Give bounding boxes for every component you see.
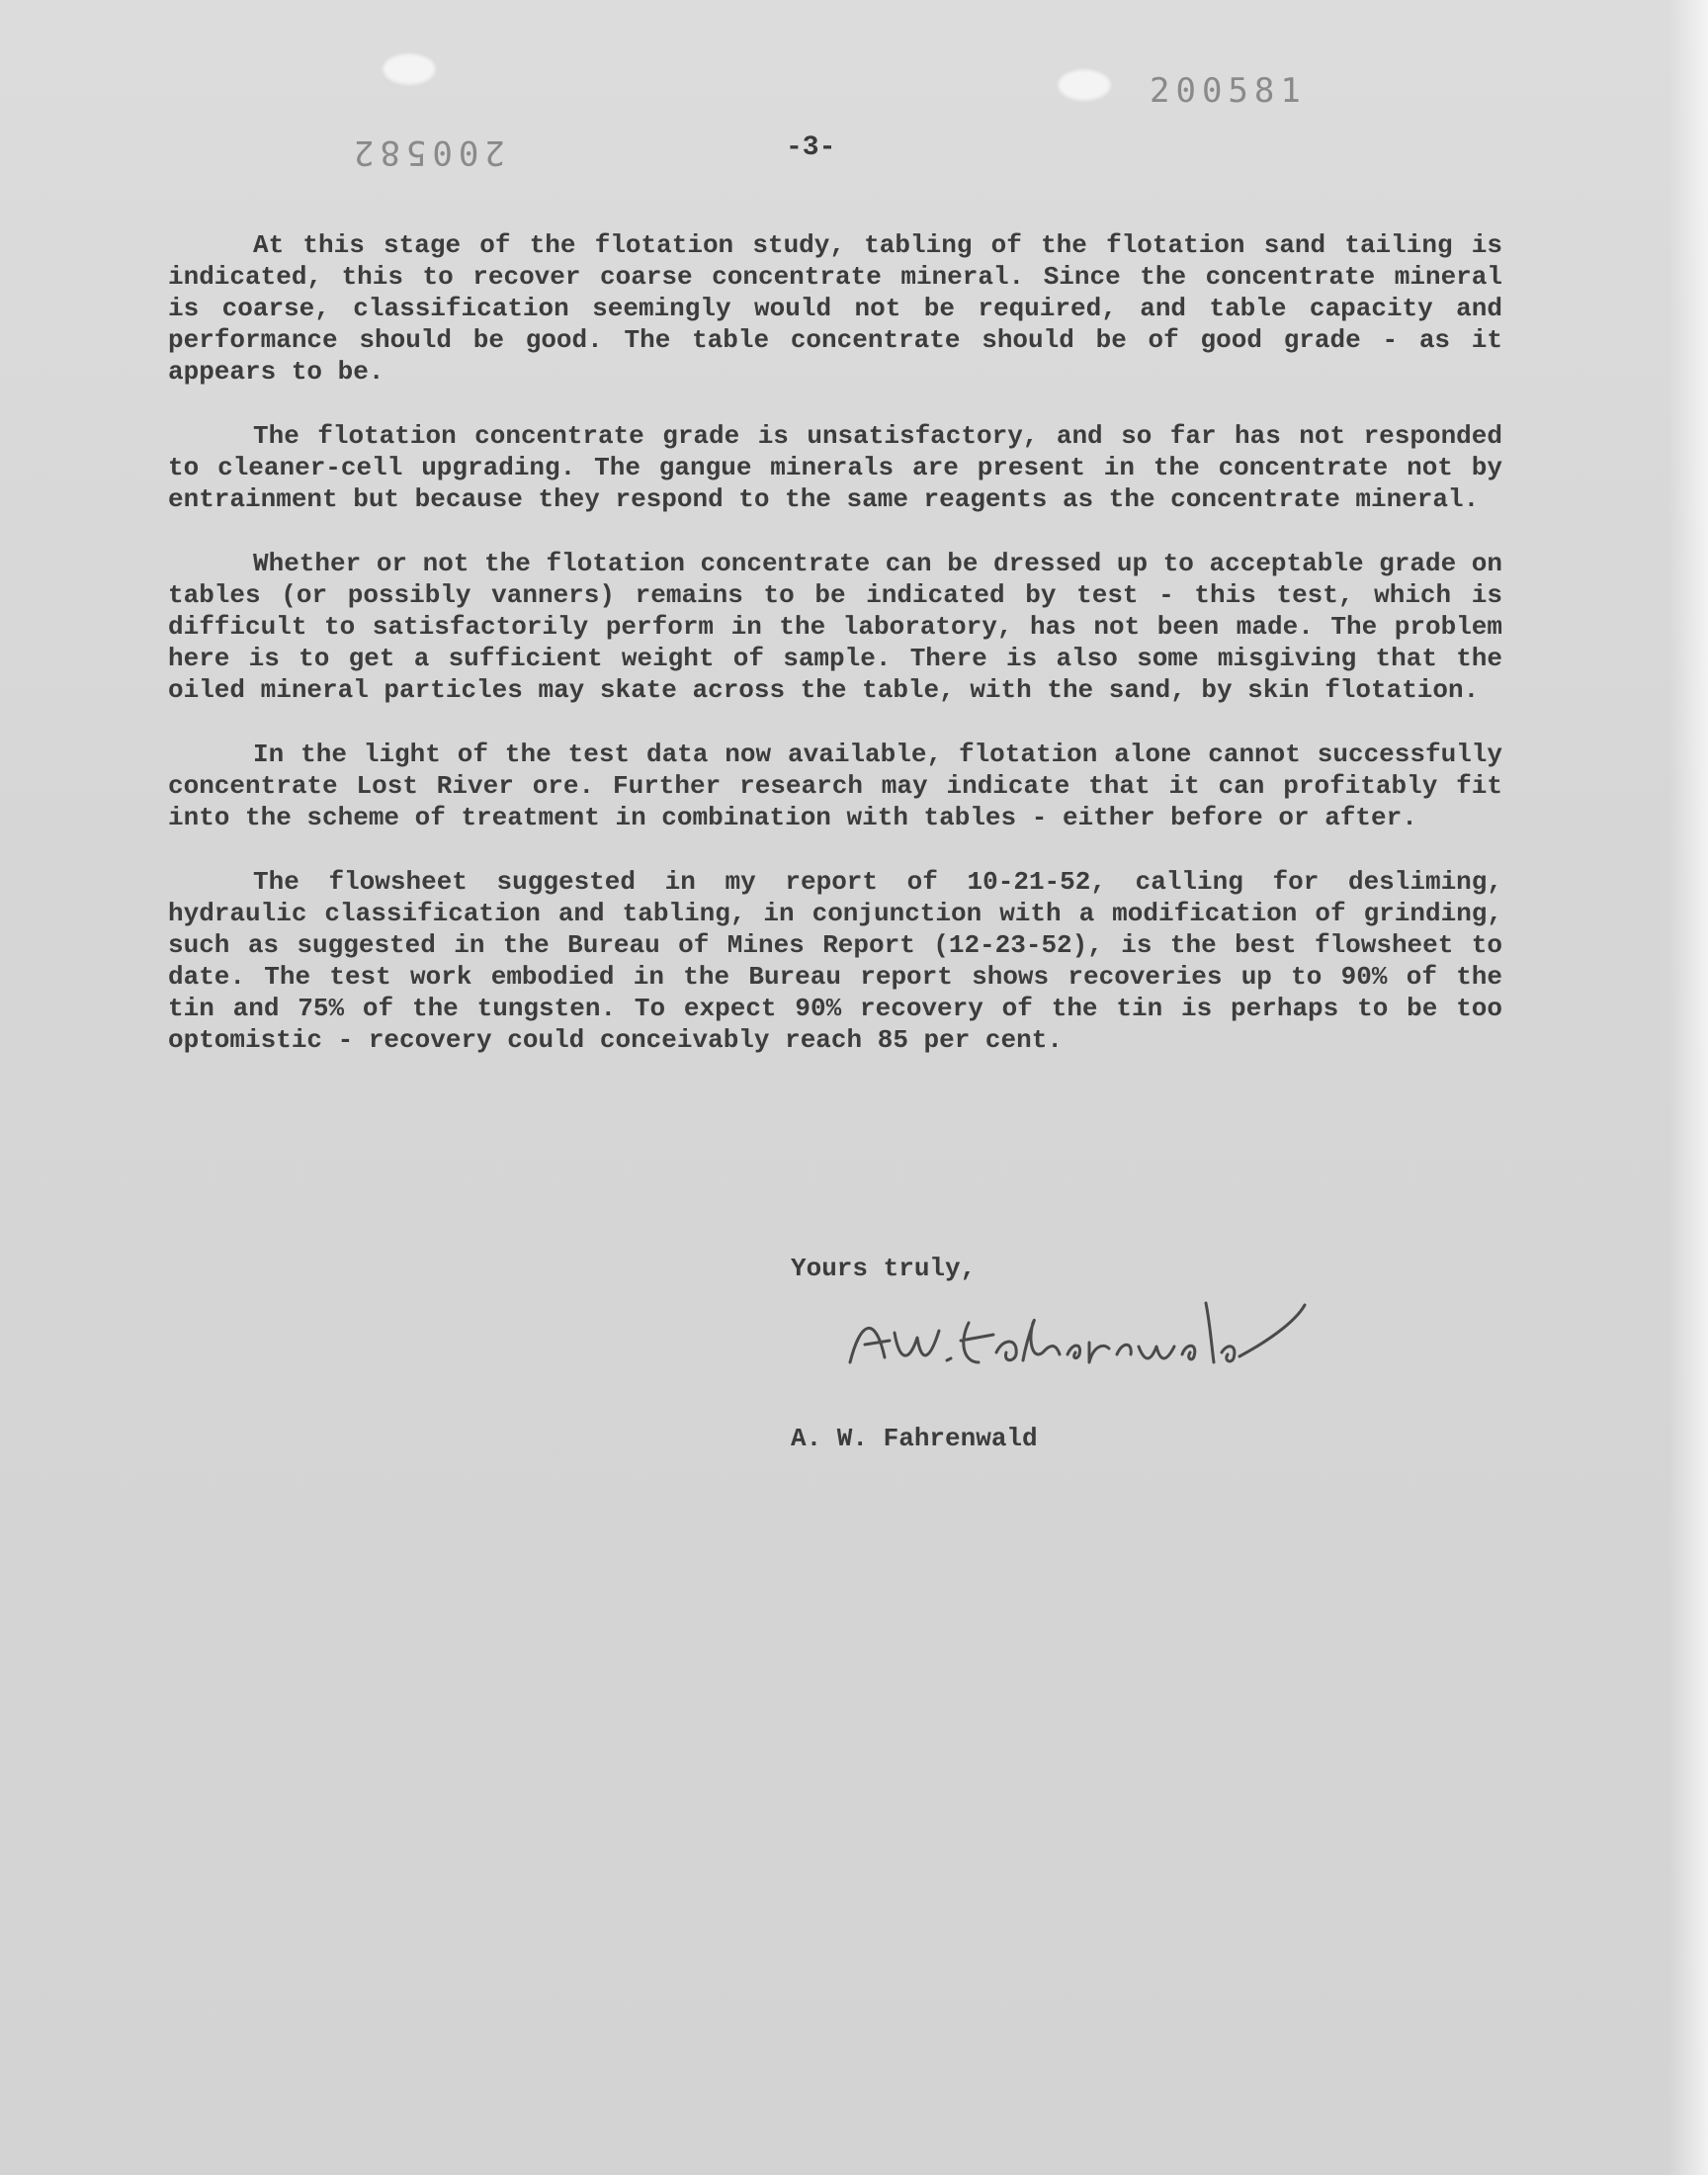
paragraph: Whether or not the flotation concentrate can be dressed up to acceptable grade on tables (or possibly vanners) remains to be indicated by test - this test, which is difficult to satisfactorily perform in the laboratory, has not been made. The problem here is to get a sufficient weight of sample. There is also some misgiving that the oiled mineral particles may skate across the table, with the sand, by skin flotation. (168, 549, 1502, 705)
paragraph: At this stage of the flotation study, tabling of the flotation sand tailing is indicated, this to recover coarse concentrate mineral. Since the concentrate mineral is coarse, classification seemingly would not be required, and table capacity and performance should be good. The table concentrate should be of good grade - as it appears to be. (168, 230, 1502, 387)
paragraph: The flowsheet suggested in my report of 10-21-52, calling for desliming, hydraulic classification and tabling, in conjunction with a modification of grinding, such as suggested in the Bureau of Mines Report (12-23-52), is the best flowsheet to date. The test work embodied in the Bureau report shows recoveries up to 90% of the tin and 75% of the tungsten. To expect 90% recovery of the tin is perhaps to be too optomistic - recovery could conceivably reach 85 per cent. (168, 867, 1502, 1055)
page-edge-shade (1668, 0, 1708, 2175)
closing-salutation: Yours truly, (791, 1254, 977, 1283)
paragraph: The flotation concentrate grade is unsatisfactory, and so far has not responded to cleaner-cell upgrading. The gangue minerals are present in the concentrate not by entrainment but because they respond to the same reagents as the concentrate mineral. (168, 421, 1502, 514)
handwritten-signature (830, 1283, 1344, 1392)
document-stamp-number: 200581 (1150, 71, 1307, 111)
paragraph: In the light of the test data now available, flotation alone cannot successfully concentrate Lost River ore. Further research may indicate that it can profitably fit into the scheme of treatment in combination with tables - either before or after. (168, 740, 1502, 832)
page-number: -3- (786, 132, 836, 163)
document-stamp-number-inverted: 200582 (348, 132, 505, 172)
signer-name: A. W. Fahrenwald (791, 1424, 1038, 1453)
letter-body (168, 229, 1502, 1088)
punch-hole-left (381, 51, 438, 87)
punch-hole-right (1056, 67, 1113, 103)
